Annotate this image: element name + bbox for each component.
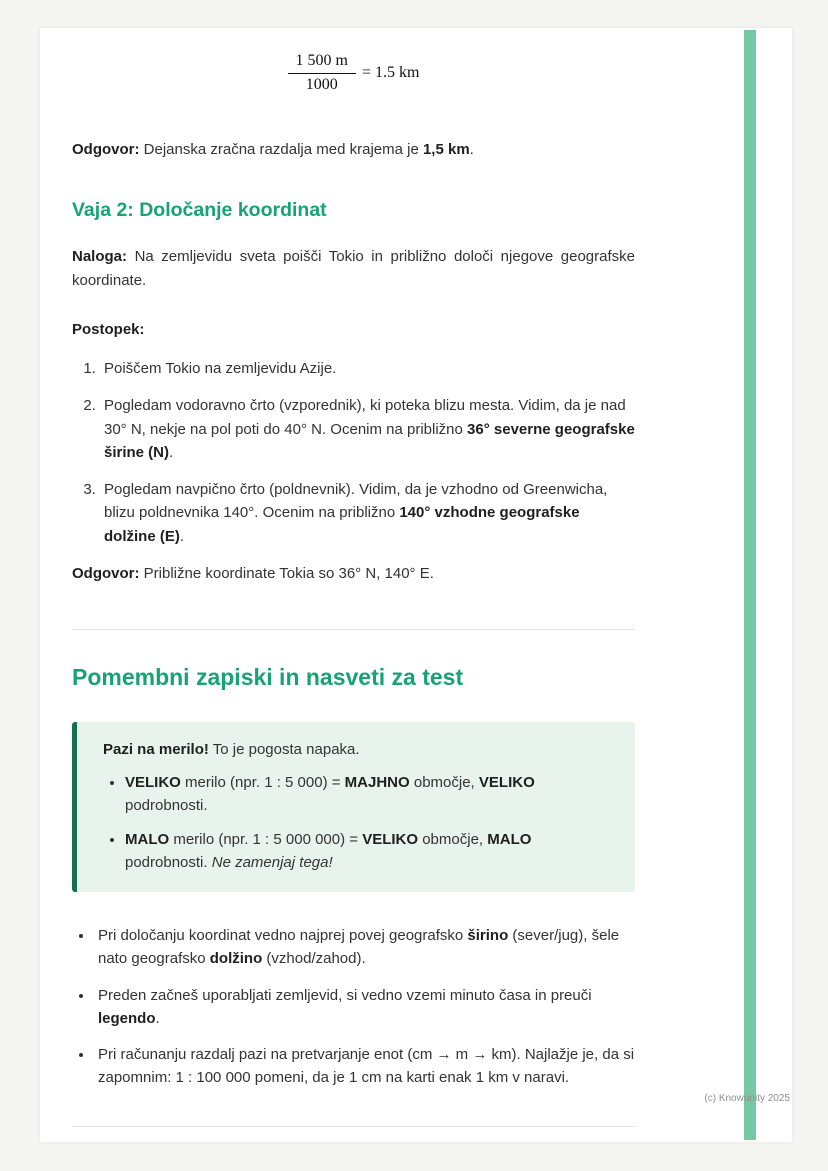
- callout-intro: Pazi na merilo! To je pogosta napaka.: [103, 740, 360, 758]
- document-page-card: [40, 28, 792, 1142]
- steps-label: Postopek:: [72, 320, 145, 338]
- callout-item-2: • MALO merilo (npr. 1 : 5 000 000) = VELIKO območje, MALO podrobnosti. Ne zamenjaj tega!: [125, 828, 613, 875]
- steps-list: [72, 357, 635, 548]
- fraction-numerator: 1 500 m: [288, 51, 356, 74]
- step-item-3: 3. Pogledam navpično črto (poldnevnik). Vidim, da je vzhodno od Greenwicha, blizu poldnevnika 140°. Ocenim na približno 140° vzhodne geografske dolžine (E).: [100, 478, 635, 548]
- callout-item-1: • VELIKO merilo (npr. 1 : 5 000) = MAJHNO območje, VELIKO podrobnosti.: [125, 771, 613, 818]
- bottom-divider: [72, 1126, 635, 1127]
- fraction-denominator: 1000: [305, 75, 338, 93]
- notes-heading: Pomembni zapiski in nasveti za test: [72, 664, 464, 691]
- step-item-1: 1. Poiščem Tokio na zemljevidu Azije.: [100, 357, 635, 380]
- exercise2-answer-paragraph: Odgovor: Približne koordinate Tokia so 36° N, 140° E.: [72, 564, 434, 582]
- section-heading-vaja2: Vaja 2: Določanje koordinat: [72, 199, 327, 222]
- tip-item-1: • Pri določanju koordinat vedno najprej povej geografsko širino (sever/jug), šele nato geografsko dolžino (vzhod/zahod).: [94, 924, 635, 971]
- callout-list: [103, 771, 613, 874]
- fraction-result: = 1.5 km: [361, 63, 420, 81]
- page-content: [40, 28, 792, 1127]
- math-fraction: [288, 51, 356, 96]
- task-paragraph: Naloga: Na zemljevidu sveta poišči Tokio in približno določi njegove geografske koordinate.: [72, 248, 635, 289]
- tip-item-3: • Pri računanju razdalj pazi na pretvarjanje enot (cm → m → km). Najlažje je, da si zapomnim: 1 : 100 000 pomeni, da je 1 cm na karti enak 1 km v naravi.: [94, 1043, 635, 1090]
- math-formula: [72, 44, 635, 102]
- tips-list: [72, 924, 635, 1090]
- footer-copyright: (c) Knowunity 2025: [704, 1093, 790, 1104]
- tip-item-2: • Preden začneš uporabljati zemljevid, si vedno vzemi minuto časa in preuči legendo.: [94, 984, 635, 1031]
- step-item-2: 2. Pogledam vodoravno črto (vzporednik), ki poteka blizu mesta. Vidim, da je nad 30° N, nekje na pol poti do 40° N. Ocenim na približno 36° severne geografske širine (N).: [100, 394, 635, 464]
- section-divider: [72, 629, 635, 630]
- callout-box: [72, 722, 635, 892]
- exercise1-answer-paragraph: Odgovor: Dejanska zračna razdalja med krajema je 1,5 km.: [72, 141, 474, 158]
